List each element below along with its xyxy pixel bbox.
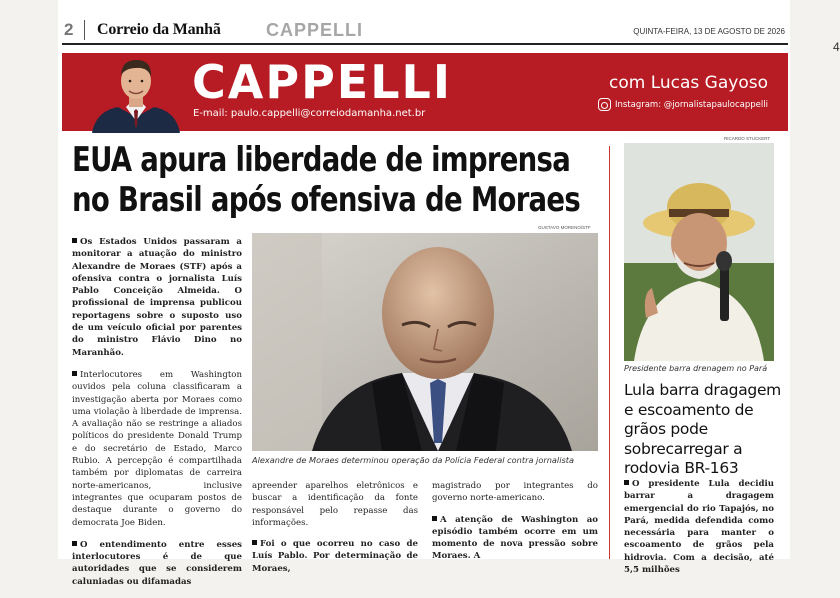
bullet-square-icon <box>72 238 77 243</box>
article-paragraph: Os Estados Unidos passaram a monitorar a atuação do ministro Alexandre de Moraes (STF) após a ofensiva contra o jornalista Luís Pablo Conceição Almeida. O profissional de imprensa publicou reportagens sobre o suposto uso de um veículo oficial por parentes do ministro Flávio Dino no Maranhão. <box>72 237 242 358</box>
instagram-text: Instagram: @jornalistapaulocappelli <box>614 99 768 110</box>
article-paragraph: apreender aparelhos eletrônicos e buscar a identificação da fonte responsável pelo repasse das informações. <box>252 481 418 528</box>
columnist-portrait <box>88 51 184 133</box>
article-paragraph: A atenção de Washington ao episódio também ocorre em um momento de nova pressão sobre Moraes. A <box>432 514 598 562</box>
bullet-square-icon <box>72 541 77 546</box>
newspaper-name: Correio da Manhã <box>97 21 221 38</box>
lula-photo <box>624 143 774 361</box>
main-headline-line-2: no Brasil após ofensiva de Moraes <box>72 180 581 220</box>
article-paragraph: O entendimento entre esses interlocutores é de que autoridades que se considerem caluniadas ou difamadas <box>72 539 242 587</box>
article-column-1 <box>72 236 242 598</box>
main-headline <box>72 140 581 220</box>
page-number: 2 <box>64 20 74 39</box>
instagram-icon <box>598 98 611 111</box>
article-paragraph: Interlocutores em Washington ouvidos pela coluna classificaram a investigação aberta por Moraes como uma violação à liberdade de imprensa. A avaliação não se restringe a aliados políticos do presidente Donald Trump e do secretário de Estado, Marco Rubio. A percepção é compartilhada também por diplomatas de carreira norte-americanos, inclusive integrantes que ocuparam postos de destaque durante o governo do democrata Joe Biden. <box>72 369 242 528</box>
column-divider <box>609 146 610 559</box>
side-headline: Lula barra dragagem e escoamento de grãos pode sobrecarregar a rodovia BR-163 <box>624 381 781 477</box>
column-banner <box>62 53 788 131</box>
page-edge-mark: 4 <box>833 40 840 54</box>
bullet-square-icon <box>624 480 629 485</box>
newspaper-page <box>58 0 790 587</box>
column-title: CAPPELLI <box>192 55 452 109</box>
header-rule <box>62 43 788 45</box>
main-photo-credit: GUSTAVO MORENO/STF <box>538 225 591 230</box>
side-photo-credit: RICARDO STUCKERT <box>724 136 771 141</box>
bullet-square-icon <box>72 371 77 376</box>
page-header <box>58 18 790 44</box>
bullet-square-icon <box>432 516 437 521</box>
columnist-email: E-mail: paulo.cappelli@correiodamanha.net.br <box>193 108 426 119</box>
article-column-3 <box>432 480 598 572</box>
main-headline-line-1: EUA apura liberdade de imprensa <box>72 140 571 180</box>
article-paragraph: Foi o que ocorreu no caso de Luís Pablo. Por determinação de Moraes, <box>252 539 418 574</box>
article-column-2 <box>252 480 418 584</box>
article-paragraph: magistrado por integrantes do governo norte-americano. <box>432 481 598 504</box>
main-photo-caption: Alexandre de Moraes determinou operação da Polícia Federal contra jornalista <box>252 455 574 465</box>
co-author-credit: com Lucas Gayoso <box>609 73 768 93</box>
bullet-square-icon <box>252 540 257 545</box>
issue-date: QUINTA-FEIRA, 13 DE AGOSTO DE 2026 <box>633 27 785 36</box>
side-photo-caption: Presidente barra drenagem no Pará <box>624 364 768 373</box>
instagram-handle <box>598 98 768 111</box>
header-divider <box>84 20 85 40</box>
moraes-photo <box>252 233 598 451</box>
side-article-text: O presidente Lula decidiu barrar a dragagem emergencial do rio Tapajós, no Pará, medida defendida como necessária para manter o escoamento de grãos pela hidrovia. Com a decisão, até 5,5 milhões <box>624 479 774 576</box>
section-name: CAPPELLI <box>266 20 364 40</box>
